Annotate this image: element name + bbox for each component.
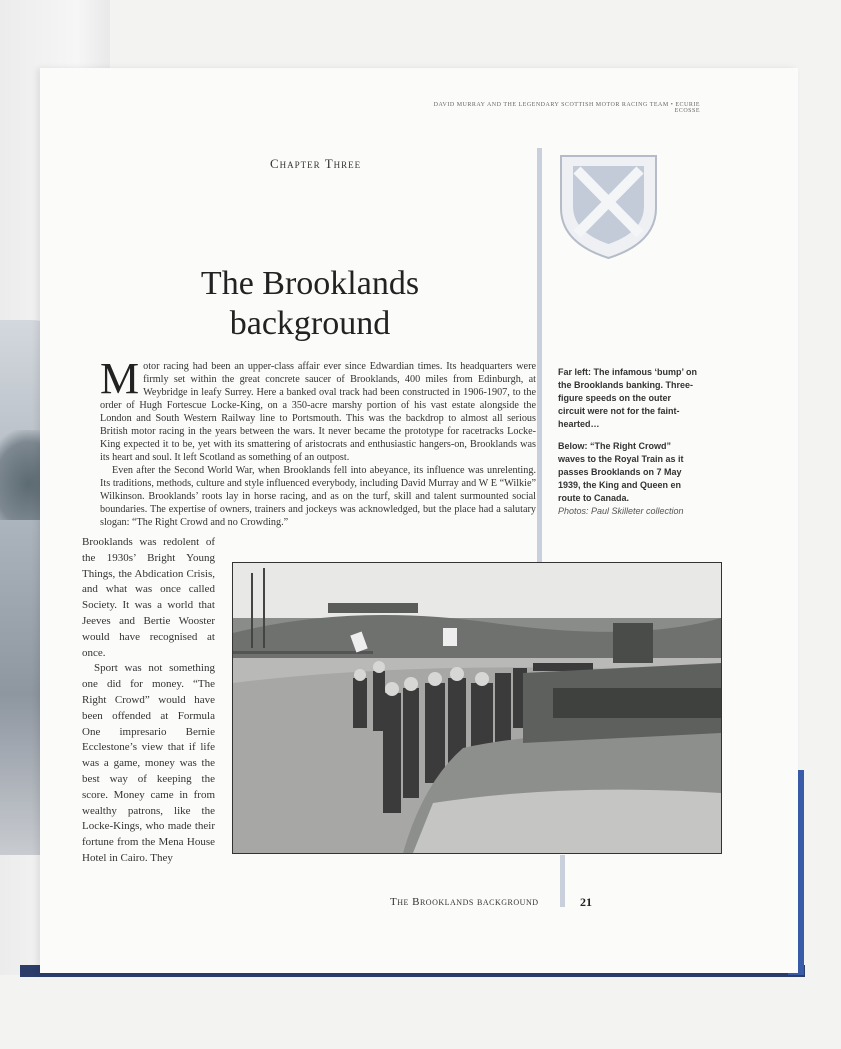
drop-cap: M	[100, 354, 140, 403]
chapter-title	[160, 264, 460, 344]
photo-caption	[558, 366, 698, 518]
paragraph-2: Even after the Second World War, when Brooklands fell into abeyance, its influence was unrelenting. Its traditions, methods, culture and style influenced everybody, including David Murray and W E “Wilkie” Wilkinson. Brooklands’ roots lay in horse racing, and as on the turf, skill and talent surmounted social boundaries. The expertise of owners, trainers and jockeys was acknowledged, but the place had a salutary slogan: “The Right Crowd and no Crowding.”	[100, 465, 536, 528]
column-rule	[537, 148, 542, 613]
photo-credit: Photos: Paul Skilleter collection	[558, 506, 684, 516]
brooklands-crowd-photo	[232, 562, 722, 854]
paragraph-1: Motor racing had been an upper-class affair ever since Edwardian times. Its headquarters were firmly set within the great concrete saucer of Brooklands, 400 miles from Edinburgh, at Weybridge in leafy Surrey. Here a banked oval track had been constructed in 1906-1907, to the order of Hugh Fortescue Locke-King, on a 350-acre marshy portion of his vast estate alongside the London and South Western Railway line to Portsmouth. This was the backdrop to almost all serious British motor racing in the years between the wars. It never became the prototype for racetracks Locke-King expected it to be, yet with its smattering of aristocrats and enthusiastic hangers-on, Brooklands was its heart and soul. It left Scotland as something of an outpost.	[100, 354, 536, 463]
footer-title: The Brooklands background	[390, 896, 539, 908]
chapter-title-line1: The Brooklands	[200, 265, 420, 302]
footer-rule	[560, 855, 565, 907]
saltire-shield-icon	[551, 148, 666, 263]
right-page	[40, 68, 798, 973]
page-number: 21	[580, 895, 592, 909]
chapter-label: Chapter Three	[270, 156, 362, 171]
caption-below: Below: “The Right Crowd” waves to the Royal Train as it passes Brooklands on 7 May 1939, the King and Queen en route to Canada.	[558, 441, 684, 503]
paragraph-3: Brooklands was redolent of the 1930s’ Bright Young Things, the Abdication Crisis, and what was once called Society. It was a world that Jeeves and Bertie Wooster would have recognised at once.	[82, 536, 215, 659]
running-head: DAVID MURRAY AND THE LEGENDARY SCOTTISH MOTOR RACING TEAM • ECURIE ECOSSE	[433, 102, 700, 114]
body-text-wide	[100, 354, 536, 529]
paragraph-4: Sport was not something one did for money. “The Right Crowd” would have been offended at Formula One impresario Bernie Ecclestone’s view that if life was a game, money was the best way of keeping the score. Money came in from wealthy patrons, like the Locke-Kings, who made their fortune from the Mena House Hotel in Cairo. They	[82, 662, 215, 864]
chapter-title-line2: background	[229, 305, 391, 342]
body-text-narrow	[82, 535, 215, 867]
caption-far-left: Far left: The infamous ‘bump’ on the Brooklands banking. Three-figure speeds on the outer circuit were not for the faint-hearted…	[558, 367, 698, 429]
